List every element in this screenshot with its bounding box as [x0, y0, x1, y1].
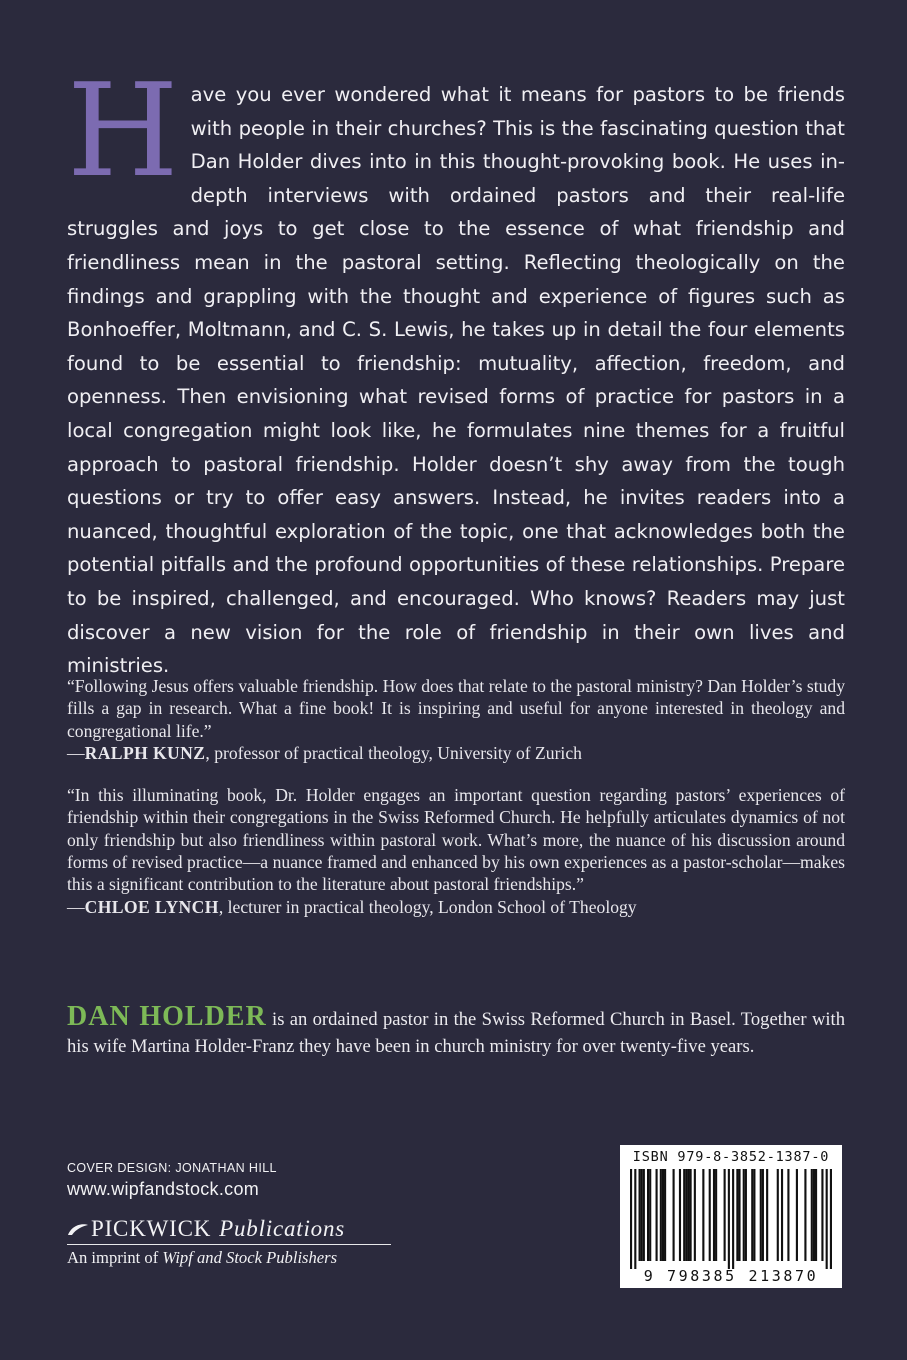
leaf-icon [67, 1223, 89, 1237]
barcode-bar [811, 1169, 813, 1261]
barcode-bar [766, 1169, 768, 1261]
barcode-bar [753, 1169, 755, 1261]
cover-design-credit: COVER DESIGN: JONATHAN HILL [67, 1161, 277, 1175]
imprint-line [67, 1248, 391, 1268]
barcode-bar [787, 1169, 789, 1261]
barcode-bar [751, 1169, 753, 1261]
barcode-digits: 9 798385 213870 [643, 1267, 819, 1285]
barcode-bar [738, 1169, 740, 1261]
barcode-bar [777, 1169, 779, 1261]
barcode-bar [630, 1169, 632, 1269]
publisher-name-main: PICKWICK [91, 1216, 212, 1241]
author-name: DAN HOLDER [67, 1001, 267, 1032]
credits [67, 1161, 277, 1200]
endorsement-text: “Following Jesus offers valuable friendship. How does that relate to the pastoral ministry? Dan Holder’s study fills a gap in research. What a fine book! It is inspiring and useful for anyone interested in theology and congregational life.” [67, 676, 845, 741]
barcode-bar [732, 1169, 734, 1269]
publisher-logo [67, 1216, 391, 1268]
publisher-website: www.wipfandstock.com [67, 1179, 260, 1199]
barcode-bar [728, 1169, 730, 1269]
imprint-publisher: Wipf and Stock Publishers [162, 1248, 338, 1267]
barcode-bar [715, 1169, 717, 1261]
endorser-name: CHLOE LYNCH [84, 896, 219, 917]
barcode-bar [724, 1169, 726, 1261]
isbn-label: ISBN 979-8-3852-1387-0 [632, 1149, 830, 1165]
endorsement-text: “In this illuminating book, Dr. Holder engages an important question regarding pastors’ experiences of friendship within their congregations in the Swiss Reformed Church. He helpfully articulates dynamics of not only friendship but also friendliness within pastoral work. What’s more, the nuance of his discussion around forms of revised practice—a nuance framed and enhanced by his own experiences as a pastor-scholar—makes this a significant contribution to the literature about pastoral friendships.” [67, 785, 845, 895]
barcode-bar [649, 1169, 651, 1261]
barcode-bar [781, 1169, 783, 1261]
barcode-bar [660, 1169, 662, 1261]
author-bio [67, 1001, 846, 1060]
barcode-bar [643, 1169, 645, 1261]
barcode-bar [813, 1169, 815, 1261]
barcode-bar [647, 1169, 649, 1261]
barcode-bar [662, 1169, 664, 1261]
barcode-bar [679, 1169, 681, 1261]
barcode-bar [760, 1169, 762, 1261]
barcode-bar [815, 1169, 817, 1261]
barcode-bar [664, 1169, 666, 1261]
barcode-bar [713, 1169, 715, 1261]
barcode-bar [690, 1169, 692, 1261]
imprint-prefix: An imprint of [67, 1248, 163, 1267]
endorsement-attribution [67, 896, 845, 918]
book-description [67, 57, 845, 683]
isbn-barcode [620, 1145, 842, 1288]
description-text: ave you ever wondered what it means for pastors to be friends with people in their churches? This is the fascinating question that Dan Holder dives into in this thought-provoking book. He uses in-depth interviews with ordained pastors and their real-life struggles and joys to get close to the essence of what friendship and friendliness mean in the pastoral setting. Reflecting theologically on the findings and grappling with the thought and experience of figures such as Bonhoeffer, Moltmann, and C. S. Lewis, he takes up in detail the four elements found to be essential to friendship: mutuality, affection, freedom, and openness. Then envisioning what revised forms of practice for pastors in a local congregation might look like, he formulates nine themes for a fruitful approach to pastoral friendship. Holder doesn’t shy away from the tough questions or try to offer easy answers. Instead, he invites readers into a nuanced, thoughtful exploration of the topic, one that acknowledges both the potential pitfalls and the profound opportunities of these relationships. Prepare to be inspired, challenged, and encouraged. Who knows? Readers may just discover a new vision for the role of friendship in their own lives and ministries. [67, 83, 845, 678]
barcode-bar [745, 1169, 747, 1261]
drop-cap-letter: H [67, 57, 179, 206]
barcode-bar [709, 1169, 711, 1261]
endorser-name: RALPH KUNZ [84, 742, 206, 763]
barcode-bar [694, 1169, 696, 1261]
barcode-bar [641, 1169, 643, 1261]
barcode-bars [630, 1169, 832, 1269]
barcode-bar [639, 1169, 641, 1261]
barcode-bar [634, 1169, 636, 1269]
barcode-bar [656, 1169, 658, 1261]
barcode-bar [830, 1169, 832, 1269]
endorsement-2 [67, 784, 845, 918]
endorser-role: , lecturer in practical theology, London School of Theology [218, 896, 637, 917]
attribution-dash: — [67, 742, 85, 763]
barcode-bar [683, 1169, 685, 1261]
barcode-bar [673, 1169, 675, 1261]
barcode-bar [804, 1169, 806, 1261]
barcode-bar [685, 1169, 687, 1261]
barcode-bar [736, 1169, 738, 1261]
barcode-bar [687, 1169, 689, 1261]
barcode-bar [826, 1169, 828, 1269]
attribution-dash: — [67, 896, 85, 917]
barcode-bar [702, 1169, 704, 1261]
author-bio-text: is an ordained pastor in the Swiss Reformed Church in Basel. Together with his wife Martina Holder-Franz they have been in church ministry for over twenty-five years. [67, 1009, 846, 1057]
endorser-role: , professor of practical theology, University of Zurich [205, 742, 582, 763]
endorsement-attribution [67, 742, 845, 764]
endorsement-1 [67, 675, 845, 764]
barcode-bar [762, 1169, 764, 1261]
barcode-bar [821, 1169, 823, 1261]
publisher-name-italic: Publications [219, 1216, 345, 1241]
publisher-name [67, 1216, 391, 1242]
barcode-bar [743, 1169, 745, 1261]
publisher-divider [67, 1244, 391, 1245]
barcode-bar [796, 1169, 798, 1261]
endorsements [67, 675, 845, 918]
